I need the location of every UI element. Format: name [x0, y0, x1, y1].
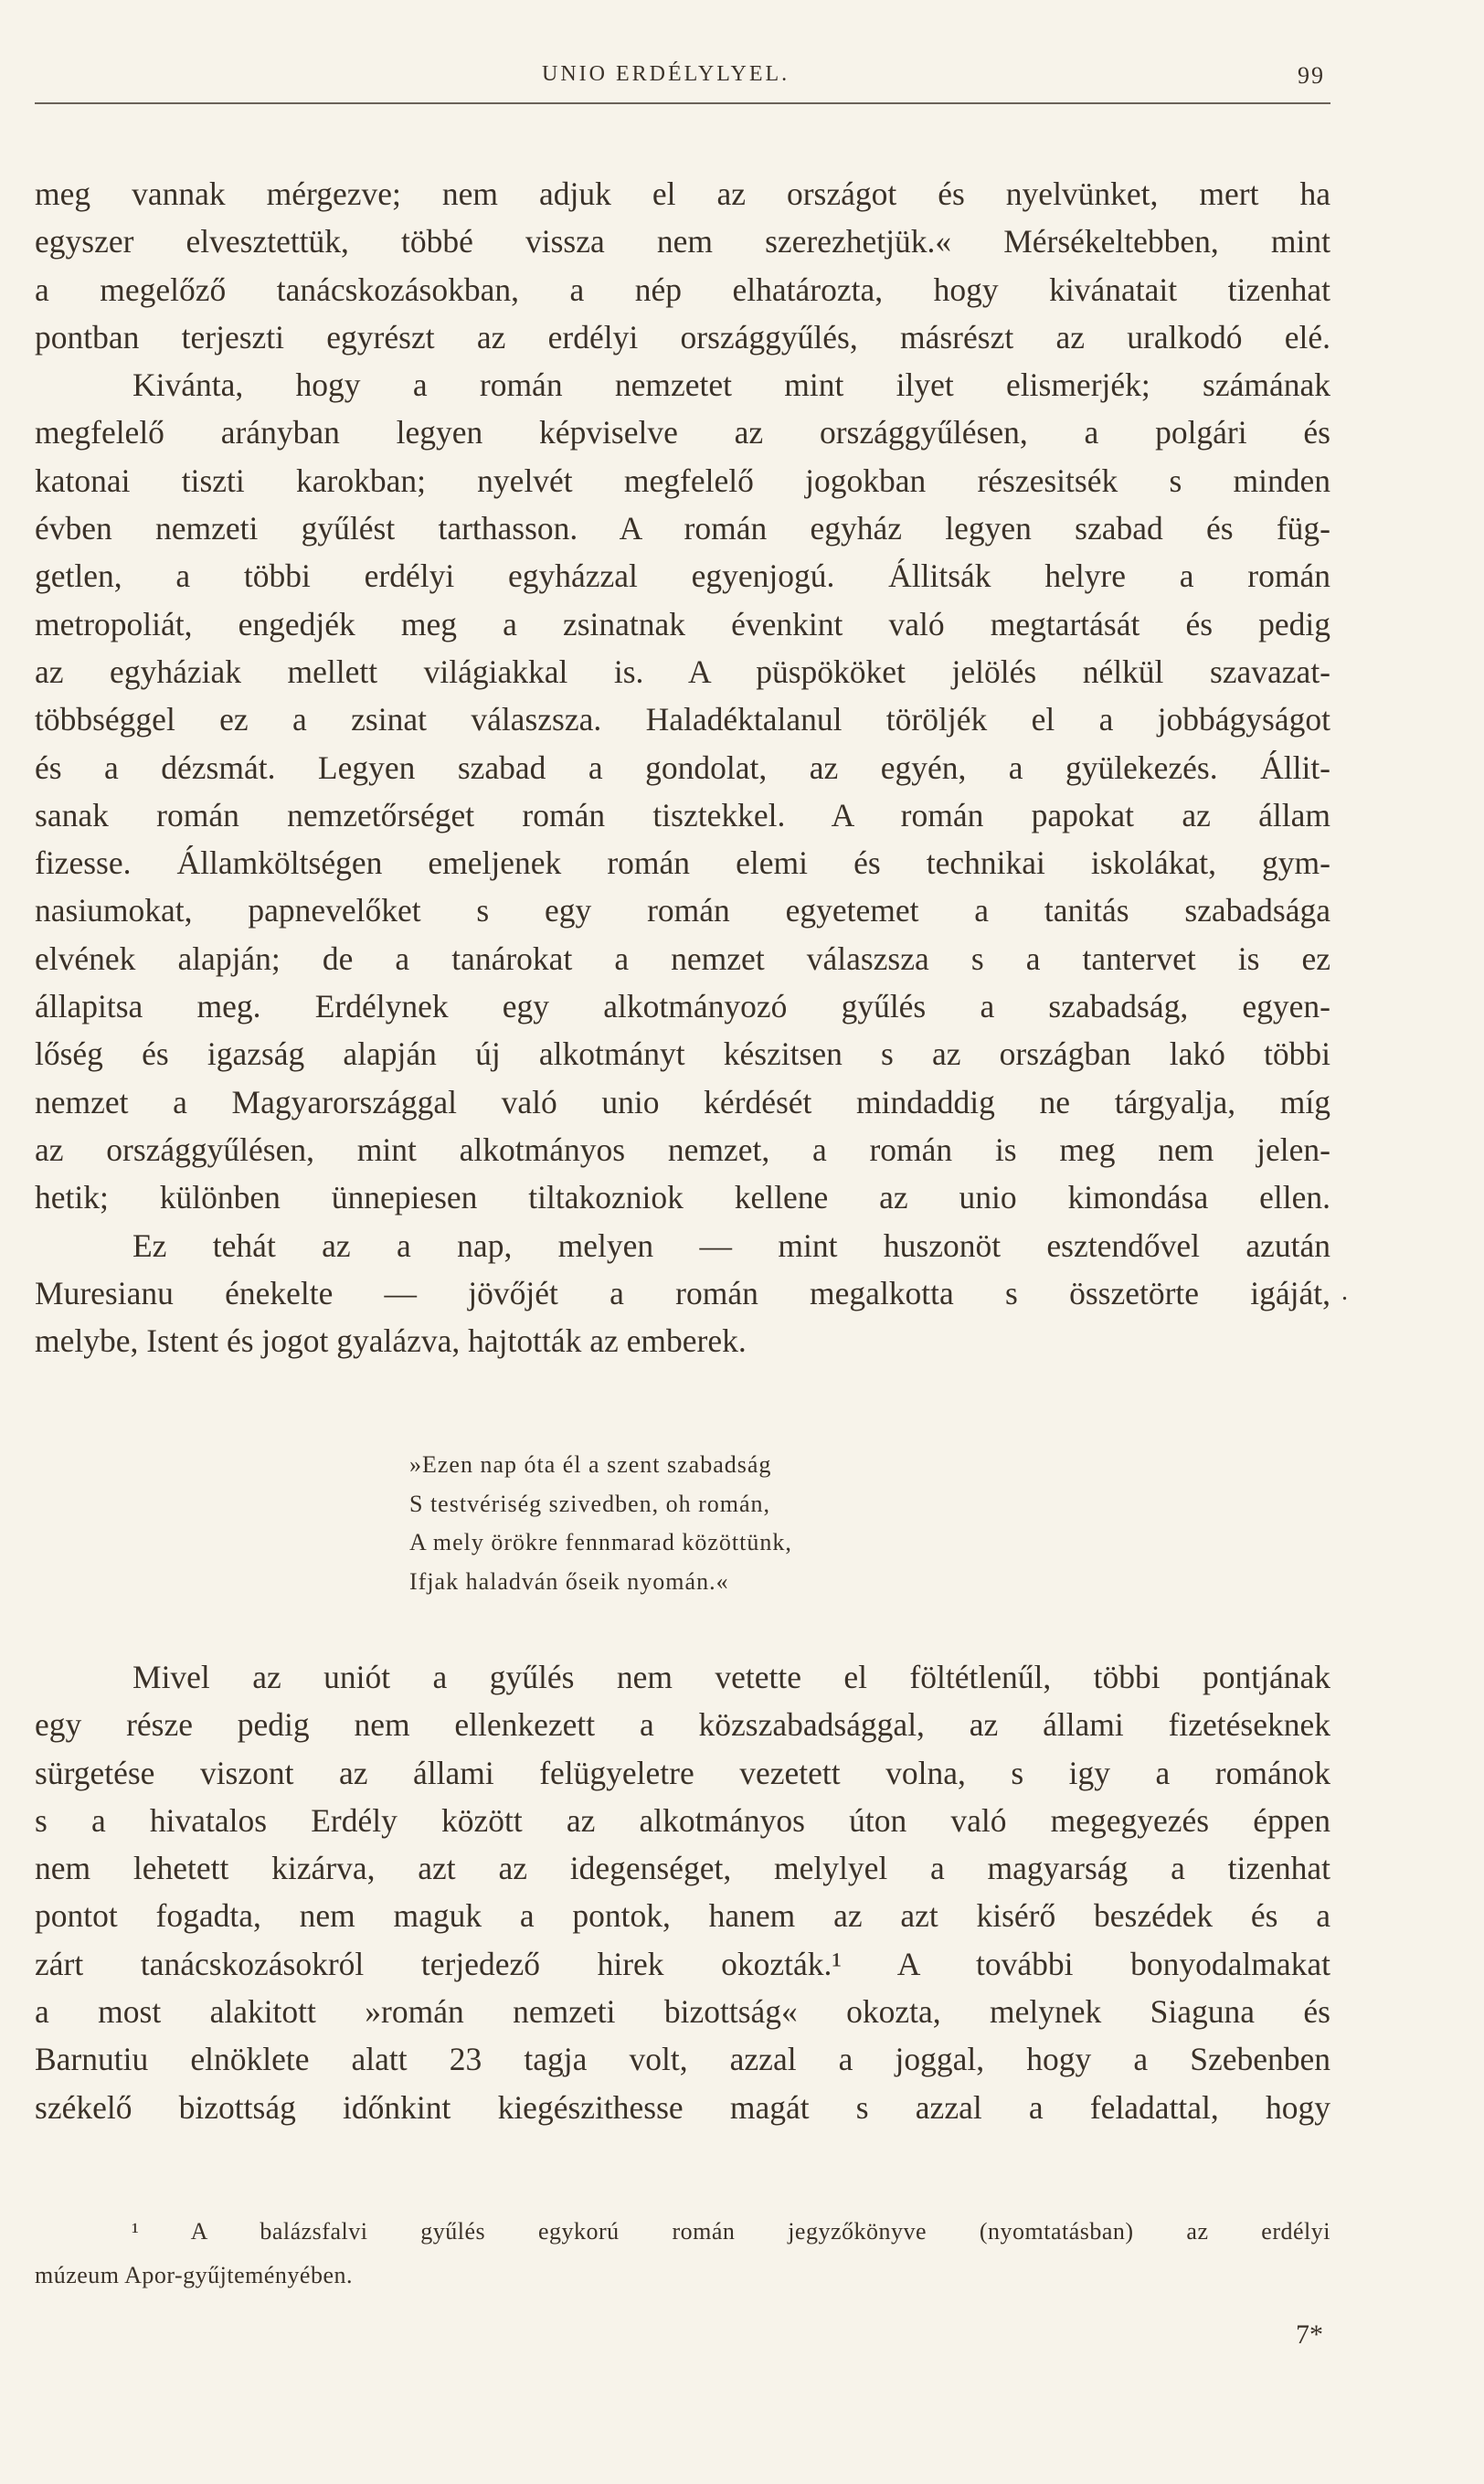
- text-line: hetik; különben ünnepiesen tiltakozniok kellene az unio kimondása ellen.: [35, 1179, 1330, 1216]
- text-line: Muresianu énekelte — jövőjét a román megalkotta s összetörte igáját,: [35, 1274, 1330, 1311]
- text-line: elvének alapján; de a tanárokat a nemzet válaszsza s a tantervet is ez: [35, 939, 1330, 977]
- footnote: [35, 2210, 1330, 2298]
- text-line: nasiumokat, papnevelőket s egy román egyetemet a tanitás szabadsága: [35, 892, 1330, 929]
- page-number: 99: [1298, 62, 1325, 89]
- page-header: [35, 55, 1330, 101]
- poem-line: S testvériség szivedben, oh román,: [409, 1490, 771, 1517]
- signature-mark: 7*: [1296, 2319, 1323, 2350]
- text-line: nem lehetett kizárva, azt az idegenséget, melylyel a magyarság a tizenhat: [35, 1850, 1330, 1887]
- text-line: évben nemzeti gyűlést tarthasson. A román egyház legyen szabad és füg-: [35, 510, 1330, 547]
- text-line: fizesse. Államköltségen emeljenek román elemi és technikai iskolákat, gym-: [35, 844, 1330, 882]
- text-line: egyszer elvesztettük, többé vissza nem szerezhetjük.« Mérsékeltebben, mint: [35, 223, 1330, 260]
- text-line: a megelőző tanácskozásokban, a nép elhatározta, hogy kivánatait tizenhat: [35, 271, 1330, 308]
- text-line: pontban terjeszti egyrészt az erdélyi országgyűlés, másrészt az uralkodó elé.: [35, 318, 1330, 356]
- text-line: az egyháziak mellett világiakkal is. A püspököket jelölés nélkül szavazat-: [35, 653, 1330, 690]
- text-line: sürgetése viszont az állami felügyeletre vezetett volna, s igy a románok: [35, 1754, 1330, 1791]
- book-page: [35, 0, 1330, 2484]
- text-line: Ez tehát az a nap, melyen — mint huszonöt esztendővel azután: [132, 1226, 1330, 1264]
- paragraph-2: [35, 1653, 1330, 2131]
- text-line: nemzet a Magyarországgal való unio kérdését mindaddig ne tárgyalja, míg: [35, 1083, 1330, 1120]
- text-line: meg vannak mérgezve; nem adjuk el az országot és nyelvünket, mert ha: [35, 175, 1330, 212]
- text-line: állapitsa meg. Erdélynek egy alkotmányozó gyűlés a szabadság, egyen-: [35, 988, 1330, 1025]
- text-line: zárt tanácskozásokról terjedező hirek okozták.¹ A további bonyodalmakat: [35, 1945, 1330, 1982]
- text-line: a most alakitott »román nemzeti bizottság« okozta, melynek Siaguna és: [35, 1993, 1330, 2031]
- text-line: megfelelő arányban legyen képviselve az országgyűlésen, a polgári és: [35, 414, 1330, 451]
- text-line: Barnutiu elnöklete alatt 23 tagja volt, azzal a joggal, hogy a Szebenben: [35, 2041, 1330, 2078]
- poem-line: »Ezen nap óta él a szent szabadság: [409, 1451, 772, 1478]
- text-line: s a hivatalos Erdély között az alkotmányos úton való megegyezés éppen: [35, 1801, 1330, 1839]
- text-line: többséggel ez a zsinat válaszsza. Haladéktalanul töröljék el a jobbágyságot: [35, 701, 1330, 738]
- poem-line: A mely örökre fennmarad közöttünk,: [409, 1529, 792, 1555]
- text-line: katonai tiszti karokban; nyelvét megfelelő jogokban részesitsék s minden: [35, 462, 1330, 499]
- footnote-line: múzeum Apor-gyűjteményében.: [35, 2262, 353, 2288]
- text-line: getlen, a többi erdélyi egyházzal egyenjogú. Állitsák helyre a román: [35, 557, 1330, 595]
- stray-mark: .: [1341, 1278, 1348, 1306]
- text-line: melybe, Istent és jogot gyalázva, hajtották az emberek.: [35, 1322, 747, 1360]
- text-line: pontot fogadta, nem maguk a pontok, hanem az azt kisérő beszédek és a: [35, 1897, 1330, 1935]
- poem-quote: [409, 1446, 792, 1601]
- header-rule: [35, 102, 1330, 104]
- running-title: UNIO ERDÉLYLYEL.: [542, 62, 790, 86]
- footnote-line: ¹ A balázsfalvi gyűlés egykorú román jegyzőkönyve (nyomtatásban) az erdélyi: [132, 2218, 1330, 2245]
- text-line: Kivánta, hogy a román nemzetet mint ilyet elismerjék; számának: [132, 366, 1330, 404]
- text-line: az országgyűlésen, mint alkotmányos nemzet, a román is meg nem jelen-: [35, 1131, 1330, 1168]
- text-line: Mivel az uniót a gyűlés nem vetette el föltétlenűl, többi pontjának: [132, 1659, 1330, 1695]
- text-line: metropoliát, engedjék meg a zsinatnak évenkint való megtartását és pedig: [35, 605, 1330, 642]
- text-line: és a dézsmát. Legyen szabad a gondolat, az egyén, a gyülekezés. Állit-: [35, 748, 1330, 786]
- poem-line: Ifjak haladván őseik nyomán.«: [409, 1567, 729, 1595]
- text-line: lőség és igazság alapján új alkotmányt készitsen s az országban lakó többi: [35, 1035, 1330, 1073]
- paragraph-1: [35, 170, 1330, 1364]
- text-line: sanak román nemzetőrséget román tisztekkel. A román papokat az állam: [35, 796, 1330, 833]
- text-line: egy része pedig nem ellenkezett a közszabadsággal, az állami fizetéseknek: [35, 1706, 1330, 1744]
- text-line: székelő bizottság időnkint kiegészithesse magát s azzal a feladattal, hogy: [35, 2088, 1330, 2126]
